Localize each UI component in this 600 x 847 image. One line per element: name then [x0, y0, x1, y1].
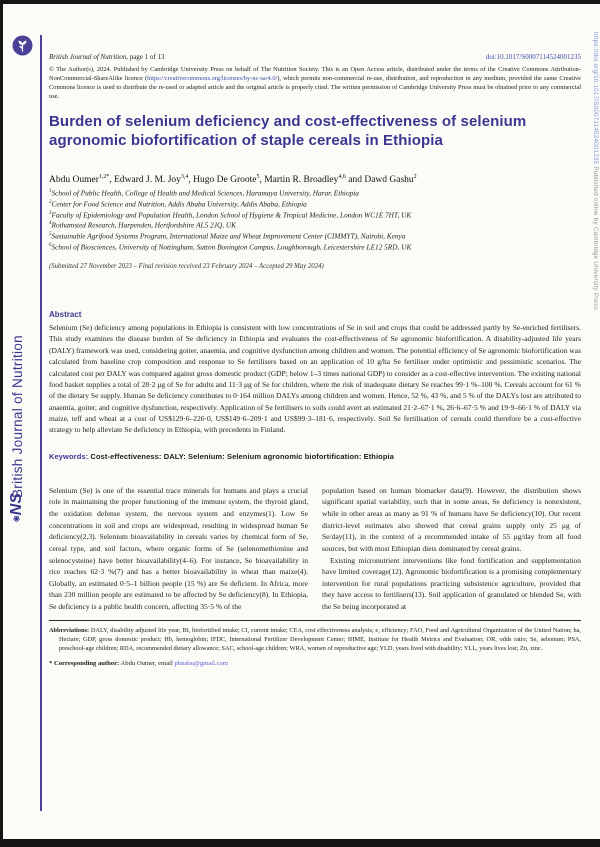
body-column-left — [49, 485, 308, 613]
abbreviations-text: DALY, disability adjusted life year; BI, biofortified intake; CI, current intake; CEA, cost effectiveness analysis; e, efficiency; FAO, Food and Agricultural Organization of the United Nation; ha, Hectare; GDP, gross domestic product; Hb, hemoglobin; IFDC, International Fertilizer Development Center; IHME, Institute for Health Metrics and Evaluation; OR, odds ratio; Se, selenium; PSA, preschool-age children; RDA, recommended dietary allowance; SAC, school-age children; WRA, women of reproductive age; YLD, years lived with disability; YLL, years lives lost; Zn, zinc. — [59, 626, 581, 653]
body-paragraph: Existing micronutrient interventions like food fortification and supplementation have limited coverage(12). Agronomic biofortification is a promising complementary intervention for rural populations practicing subsistence agriculture, provided that they have access to fertilisers(13). Soil application of granulated or blended Se, with the Se being incorporated at — [322, 555, 581, 612]
author-affil-sup: 4,6 — [338, 173, 346, 180]
corresponding-author — [49, 660, 581, 667]
author-affil-sup: 5 — [256, 173, 260, 180]
author: Hugo De Groote$^5$, — [193, 173, 265, 185]
body-paragraph: population based on human biomarker data(9). However, the distribution shows significant spatial variability, such that in some areas, Se deficiency is nonexistent, while in other areas as many as 91 % of humans have Se deficiency(10). Our recent district-level estimates also showed that cereal grains supply only 25 μg of Se/day(11), in the context of a recommended intake of 55 μg/day from all food sources, but with most Ethiopian diets dominated by cereal grains. — [322, 485, 581, 553]
author-affil-sup: 2 — [413, 173, 417, 180]
abbreviations-label: Abbreviations: — [49, 626, 90, 634]
abstract-heading: Abstract — [49, 309, 82, 319]
copyright-text-post: ), which permits non-commercial re-use, distribution, and reproduction in any medium, provided the same Creative Commons licence is used to distribute the re-used or adapted article and the original article is properly cited. The written permission of Cambridge University Press must be obtained prior to any commercial use. — [49, 75, 581, 101]
affiliation: $^5$Sustainable Agrifood Systems Program, International Maize and Wheat Improvement Center (CIMMYT), Nairobi, Kenya — [49, 231, 406, 241]
affiliation: $^6$School of Biosciences, University of Nottingham, Sutton Bonington Campus, Loughborough, Leicestershire LE12 5RD, UK — [49, 242, 412, 252]
journal-vertical-title: British Journal of Nutrition — [10, 335, 25, 498]
author-affil-sup: 1,2* — [98, 173, 110, 180]
abbreviations — [49, 626, 581, 654]
sidebar-divider — [40, 35, 42, 811]
journal-header — [49, 53, 581, 61]
doi-vertical-link[interactable]: https://doi.org/10.1017/S0007114524001235 — [592, 32, 599, 165]
article-title: Burden of selenium deficiency and cost-effectiveness of selenium agronomic biofortification of staple cereals in Ethiopia — [49, 112, 527, 149]
journal-name: British Journal of Nutrition — [49, 53, 127, 61]
nutrition-society-seal-icon — [12, 35, 33, 56]
keywords-text: Cost-effectiveness: DALY: Selenium: Selenium agronomic biofortification: Ethiopia — [88, 451, 394, 461]
article-page — [3, 4, 600, 839]
wheat-sprig-icon: ❀ — [12, 515, 21, 524]
creative-commons-link[interactable]: https://creativecommons.org/licenses/by-nc-sa/4.0/ — [147, 75, 278, 83]
copyright-text-pre: © The Author(s), 2024. Published by Cambridge University Press on behalf of The Nutrition Society. This is an Open Access article, distributed under the terms of the Creative Commons Attribution-NonCommercial-ShareAlike licence ( — [49, 66, 581, 83]
affiliation: $^4$Rothamsted Research, Harpenden, Hertfordshire AL5 2JQ, UK — [49, 220, 236, 230]
page-info: , page 1 of 13 — [126, 53, 165, 61]
author: Abdu Oumer$^{1,2*}$, — [49, 173, 115, 185]
submission-dates: (Submitted 27 November 2023 – Final revision received 23 February 2024 – Accepted 29 May 2024) — [49, 262, 324, 270]
copyright-notice — [49, 65, 581, 102]
corresponding-author-name: Abdu Oumer, email — [119, 659, 175, 667]
footnote-divider — [49, 620, 581, 621]
affiliation-list — [49, 188, 581, 253]
keywords-label: Keywords: — [49, 451, 89, 461]
body-columns — [49, 485, 581, 613]
doi-link[interactable]: doi:10.1017/S0007114524001235 — [485, 53, 581, 61]
body-column-right — [322, 485, 581, 613]
author-affil-sup: 3,4 — [180, 173, 189, 180]
affiliation: $^1$School of Public Health, College of Health and Medical Sciences, Haramaya University, Harar, Ethiopia — [49, 188, 359, 198]
keywords-line — [49, 452, 581, 461]
affiliation: $^2$Center for Food Science and Nutrition, Addis Ababa University, Addis Ababa, Ethiopia — [49, 199, 307, 209]
author: Dawd Gashu$^2$ — [364, 173, 417, 185]
ns-logo-text: NS — [8, 493, 25, 516]
corresponding-author-email-link[interactable]: phnabu@gmail.com — [174, 659, 228, 667]
author-list — [49, 174, 581, 185]
abstract-text: Selenium (Se) deficiency among populations in Ethiopia is consistent with low concentrations of Se in soil and crops that could be addressed partly by Se-enriched fertilisers. This study examines the disease burden of Se deficiency in Ethiopia and evaluates the cost-effectiveness of Se agronomic biofortification. A disability-adjusted life years (DALY) framework was used, considering goiter, anaemia, and cognitive dysfunction among children and women. The potential efficiency of Se agronomic biofortification was calculated from baseline crop composition and response to Se fertilisers based on an application of 10 g/ha Se fertiliser under optimistic and pessimistic scenarios. The calculated cost per DALY was compared against gross domestic product (GDP; below 1–3 times national GDP) to consider as a cost-effective intervention. The existing national food basket supplies a total of 28·2 μg of Se for adults and 11·3 μg of Se for children, where the risk of inadequate dietary Se reaches 99·1 %–100 %. Cereals account for 61 % of the dietary Se supply. Human Se deficiency contributes to 0·164 million DALYs among children and women. Hence, 52 %, 43 %, and 5 % of the DALYs lost are attributed to anaemia, goiter, and cognitive dysfunction, respectively. Application of Se fertilisers to soils could avert an estimated 21·2–67·1 %, 26·6–67·5 % and 19·9–66·1 % of DALY via maize, teff and wheat at a cost of US$129·6–226·0, US$149·6–209·1 and US$99·3–181·6, respectively. Soil Se fertilisation of cereals could therefore be a cost-effective strategy to help alleviate Se deficiency in Ethiopia, with precedents in Finland. — [49, 322, 581, 435]
affiliation: $^3$Faculty of Epidemiology and Population Health, London School of Hygiene & Tropical Medicine, London WC1E 7HT, UK — [49, 209, 412, 219]
author: Martin R. Broadley$^{4,6}$ and — [264, 173, 365, 185]
corresponding-author-label: * Corresponding author: — [49, 659, 120, 667]
body-paragraph: Selenium (Se) is one of the essential trace minerals for humans and plays a crucial role in maintaining the proper functioning of the immune system, the thyroid gland, the oxidation defense system, the nervous system and enzymes(1). Low Se concentrations in soil and crops are widespread, resulting in widespread human Se deficiency(2,3). Selenium bioavailability in cereals varies by chemical form of Se, cereal type, and soil factors, where organic forms of Se (selenomethionine and selenocysteine) have better bioavailability(4–6). For instance, Se bioavailability in rice reaches 62·3 %(7) and has a better bioavailability in wheat than maize(4). Globally, an estimated 0·5–1 billion people (15 %) are Se deficient. In Africa, more than 230 million people are estimated to be affected by Se deficiency(8). In Ethiopia, Se deficiency is a public health concern, affecting 35·5 % of the — [49, 485, 308, 612]
article-content — [49, 4, 581, 667]
journal-name-line — [49, 53, 165, 61]
nutrition-society-ns-logo — [8, 493, 26, 523]
published-online-note — [592, 32, 599, 310]
published-by-text: Published online by Cambridge University Press — [592, 164, 599, 310]
author: Edward J. M. Joy$^{3,4}$, — [114, 173, 194, 185]
